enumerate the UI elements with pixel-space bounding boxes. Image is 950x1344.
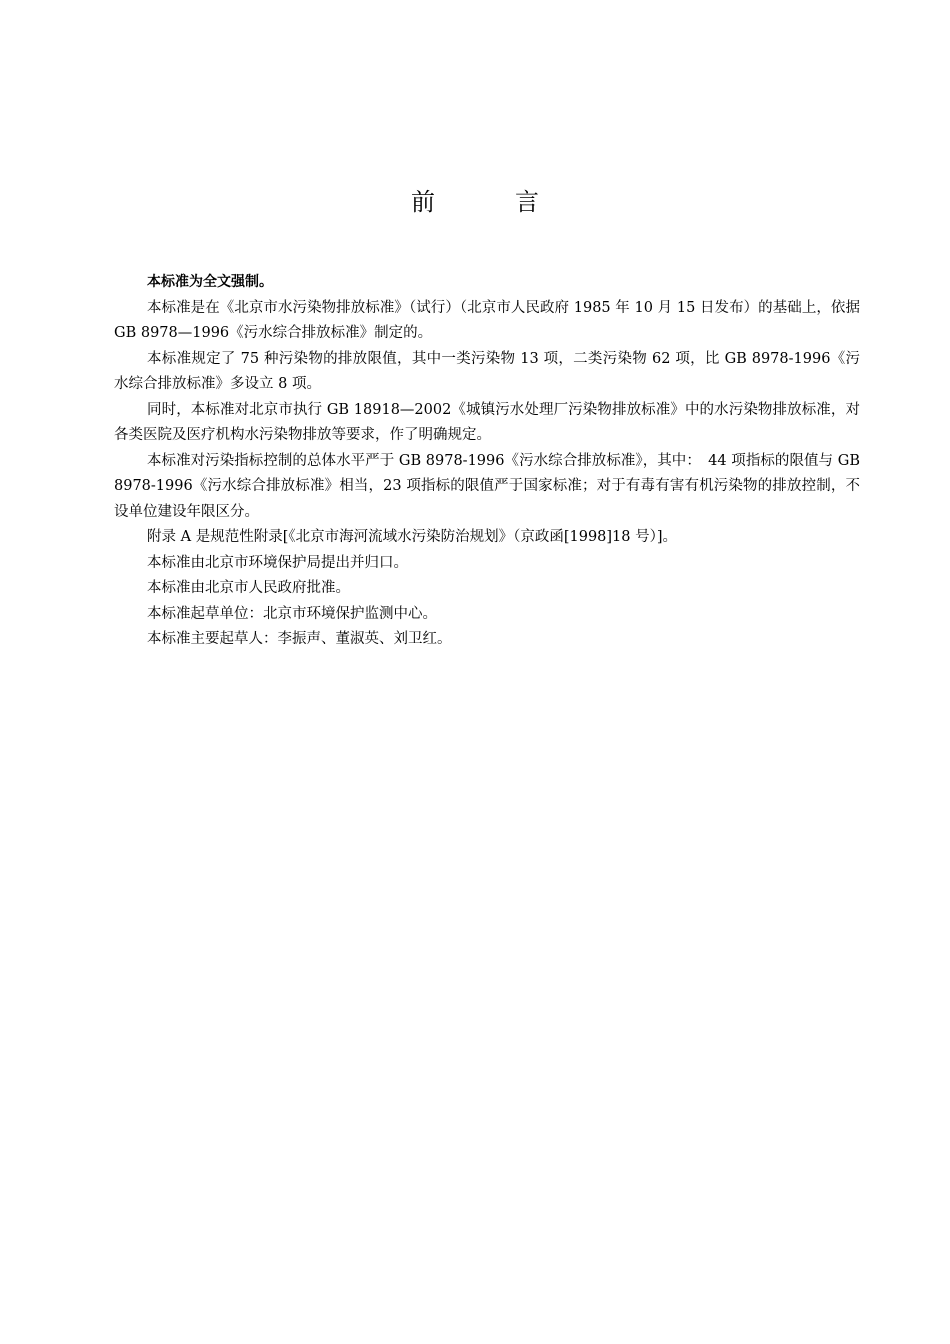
- paragraph-approver: 本标准由北京市人民政府批准。: [147, 580, 350, 596]
- paragraph-control-level: 本标准对污染指标控制的总体水平严于 GB 8978-1996《污水综合排放标准》，其中： 44 项指标的限值与 GB 8978-1996《污水综合排放标准》相当，23 项指标的限值严于国家标准；对于有毒有害有机污染物的排放控制，不设单位建设年限区分。: [114, 452, 860, 520]
- paragraph-drafting-unit: 本标准起草单位：北京市环境保护监测中心。: [147, 605, 437, 622]
- paragraph-proposer: 本标准由北京市环境保护局提出并归口。: [147, 554, 408, 571]
- paragraph-wastewater-plants: 同时，本标准对北京市执行 GB 18918—2002《城镇污水处理厂污染物排放标准》中的水污染物排放标准，对各类医院及医疗机构水污染物排放等要求，作了明确规定。: [114, 401, 860, 443]
- paragraph-mandatory-statement: 本标准为全文强制。: [147, 274, 273, 290]
- paragraph-drafters: 本标准主要起草人：李振声、董淑英、刘卫红。: [147, 631, 452, 647]
- paragraph-basis: 本标准是在《北京市水污染物排放标准》（试行）（北京市人民政府 1985 年 10 月 15 日发布）的基础上，依据 GB 8978—1996《污水综合排放标准》制定的。: [114, 299, 860, 341]
- paragraph-appendix: 附录 A 是规范性附录[《北京市海河流域水污染防治规划》（京政函[1998]18 号）]。: [147, 529, 678, 545]
- foreword-body: [114, 270, 860, 653]
- paragraph-pollutant-limits: 本标准规定了 75 种污染物的排放限值，其中一类污染物 13 项，二类污染物 62 项，比 GB 8978-1996《污水综合排放标准》多设立 8 项。: [114, 350, 860, 392]
- page-title: 前 言: [411, 188, 567, 216]
